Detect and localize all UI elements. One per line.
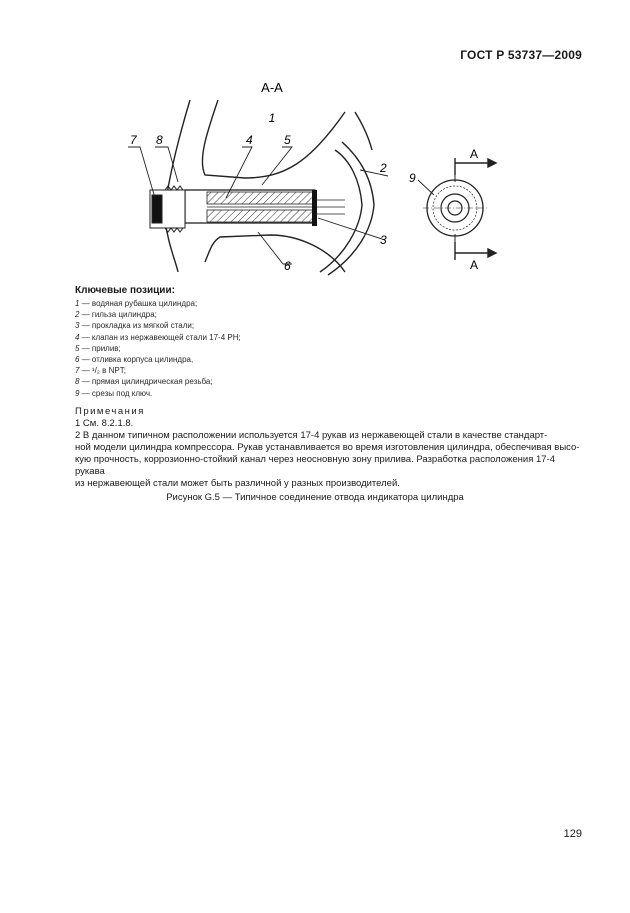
key-item: 7 — ¹/₂ в NPT;	[75, 366, 126, 376]
part-label-9: 9	[409, 171, 416, 185]
technical-drawing	[0, 0, 630, 285]
sleeve-hatch-bottom	[207, 210, 315, 222]
note-2-line-3: кую прочность, коррозионно-стойкий канал через неосновную зону прилива. Разработка расположения 17-4 рукава	[75, 454, 555, 477]
notes-section	[75, 406, 583, 490]
key-item: 3 — прокладка из мягкой стали;	[75, 321, 195, 331]
key-positions-title: Ключевые позиции:	[75, 285, 175, 296]
cut-label-top: А	[470, 147, 479, 161]
key-item: 8 — прямая цилиндрическая резьба;	[75, 377, 213, 387]
part-label-7: 7	[130, 133, 137, 147]
standard-header: ГОСТ Р 53737—2009	[460, 48, 582, 62]
key-positions	[75, 285, 575, 399]
part-label-1: 1	[268, 111, 276, 125]
end-view	[423, 175, 487, 242]
cut-label-bottom: А	[470, 258, 479, 272]
gasket	[312, 190, 317, 226]
note-2-line-2: ной модели цилиндра компрессора. Рукав устанавливается во время изготовления цилиндра, обеспечивая высо-	[75, 442, 580, 453]
key-item: 1 — водяная рубашка цилиндра;	[75, 299, 198, 308]
note-2-line-1: 2 В данном типичном расположении используется 17-4 рукав из нержавеющей стали в качестве стандарт-	[75, 430, 548, 441]
section-cut-markers	[455, 158, 496, 260]
part-label-6: 6	[284, 259, 291, 273]
key-item: 6 — отливка корпуса цилиндра,	[75, 355, 194, 365]
key-item: 2 — гильза цилиндра;	[75, 310, 157, 320]
part-label-2: 2	[380, 161, 387, 175]
section-label: А-А	[261, 80, 283, 95]
part-label-3: 3	[380, 233, 387, 247]
key-item: 4 — клапан из нержавеющей стали 17-4 РН;	[75, 332, 241, 342]
figure-caption: Рисунок G.5 — Типичное соединение отвода индикатора цилиндра	[166, 492, 464, 503]
key-item: 5 — прилив;	[75, 343, 121, 353]
sleeve-hatch-top	[207, 192, 315, 204]
note-1: 1 См. 8.2.1.8.	[75, 418, 134, 429]
part-label-5: 5	[284, 133, 291, 147]
notes-title: Примечания	[75, 406, 145, 417]
key-item: 9 — срезы под ключ.	[75, 388, 153, 398]
part-label-8: 8	[156, 133, 163, 147]
note-2-line-4: из нержавеющей стали может быть различной у разных производителей.	[75, 478, 400, 489]
page-number: 129	[563, 828, 582, 840]
part-label-4: 4	[246, 133, 253, 147]
threaded-fitting	[150, 186, 185, 232]
cylinder-body-outline	[164, 100, 374, 275]
